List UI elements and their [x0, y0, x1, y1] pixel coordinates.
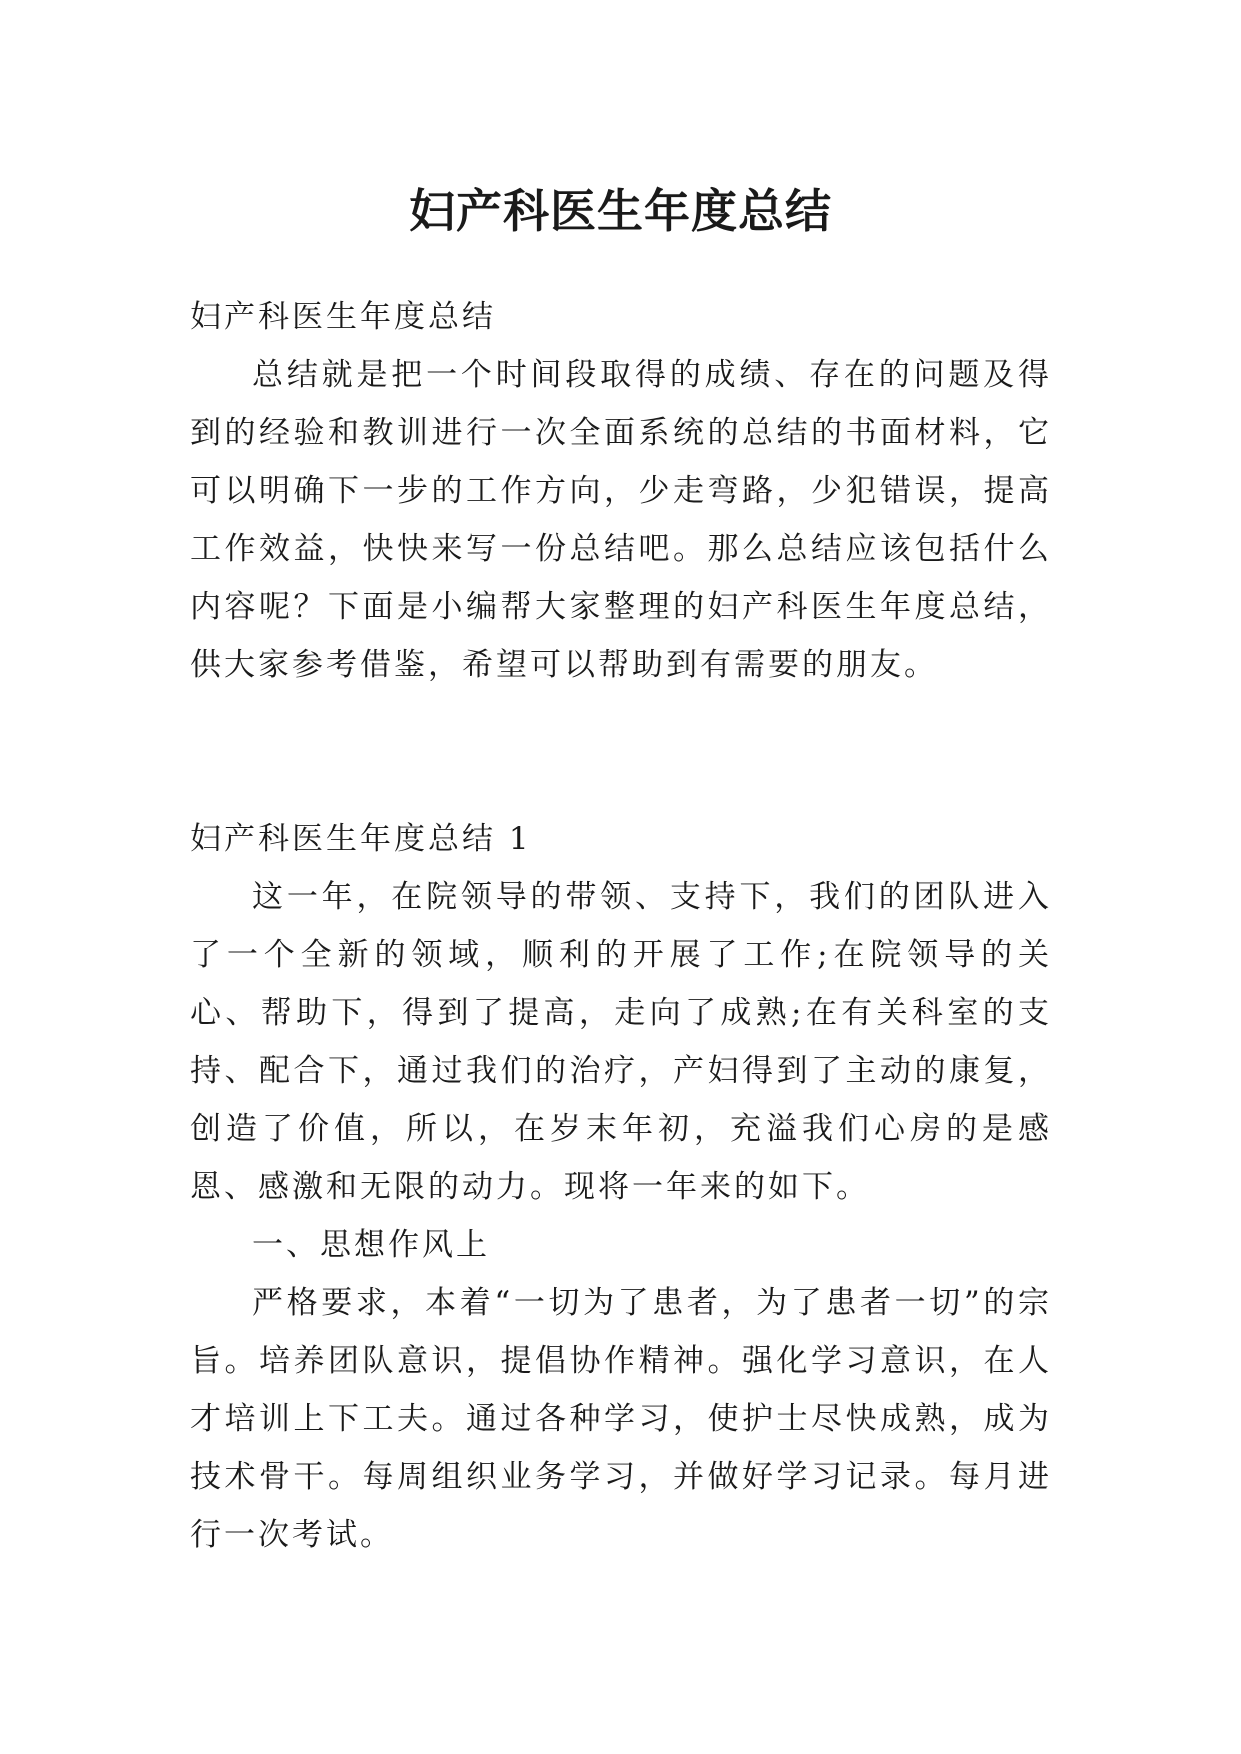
document-title: 妇产科医生年度总结: [409, 183, 832, 238]
section-paragraph-1: 这一年，在院领导的带领、支持下，我们的团队进入了一个全新的领域，顺利的开展了工作;在院领导的关心、帮助下，得到了提高，走向了成熟;在有关科室的支持、配合下，通过我们的治疗，产妇得到了主动的康复，创造了价值，所以，在岁末年初，充溢我们心房的是感恩、感激和无限的动力。现将一年来的如下。: [190, 879, 1052, 1205]
subsection-paragraph-1: 严格要求，本着“一切为了患者，为了患者一切”的宗旨。培养团队意识，提倡协作精神。强化学习意识，在人才培训上下工夫。通过各种学习，使护士尽快成熟，成为技术骨干。每周组织业务学习，并做好学习记录。每月进行一次考试。: [190, 1285, 1052, 1553]
intro-heading: 妇产科医生年度总结: [190, 299, 496, 335]
intro-paragraph: 总结就是把一个时间段取得的成绩、存在的问题及得到的经验和教训进行一次全面系统的总结的书面材料，它可以明确下一步的工作方向，少走弯路，少犯错误，提高工作效益，快快来写一份总结吧。那么总结应该包括什么内容呢？下面是小编帮大家整理的妇产科医生年度总结，供大家参考借鉴，希望可以帮助到有需要的朋友。: [190, 357, 1052, 683]
section-heading-1: 妇产科医生年度总结 1: [190, 821, 532, 857]
document-body: [190, 288, 1052, 1564]
section-spacer: [190, 694, 1052, 810]
subsection-heading-1: 一、思想作风上: [252, 1227, 490, 1263]
